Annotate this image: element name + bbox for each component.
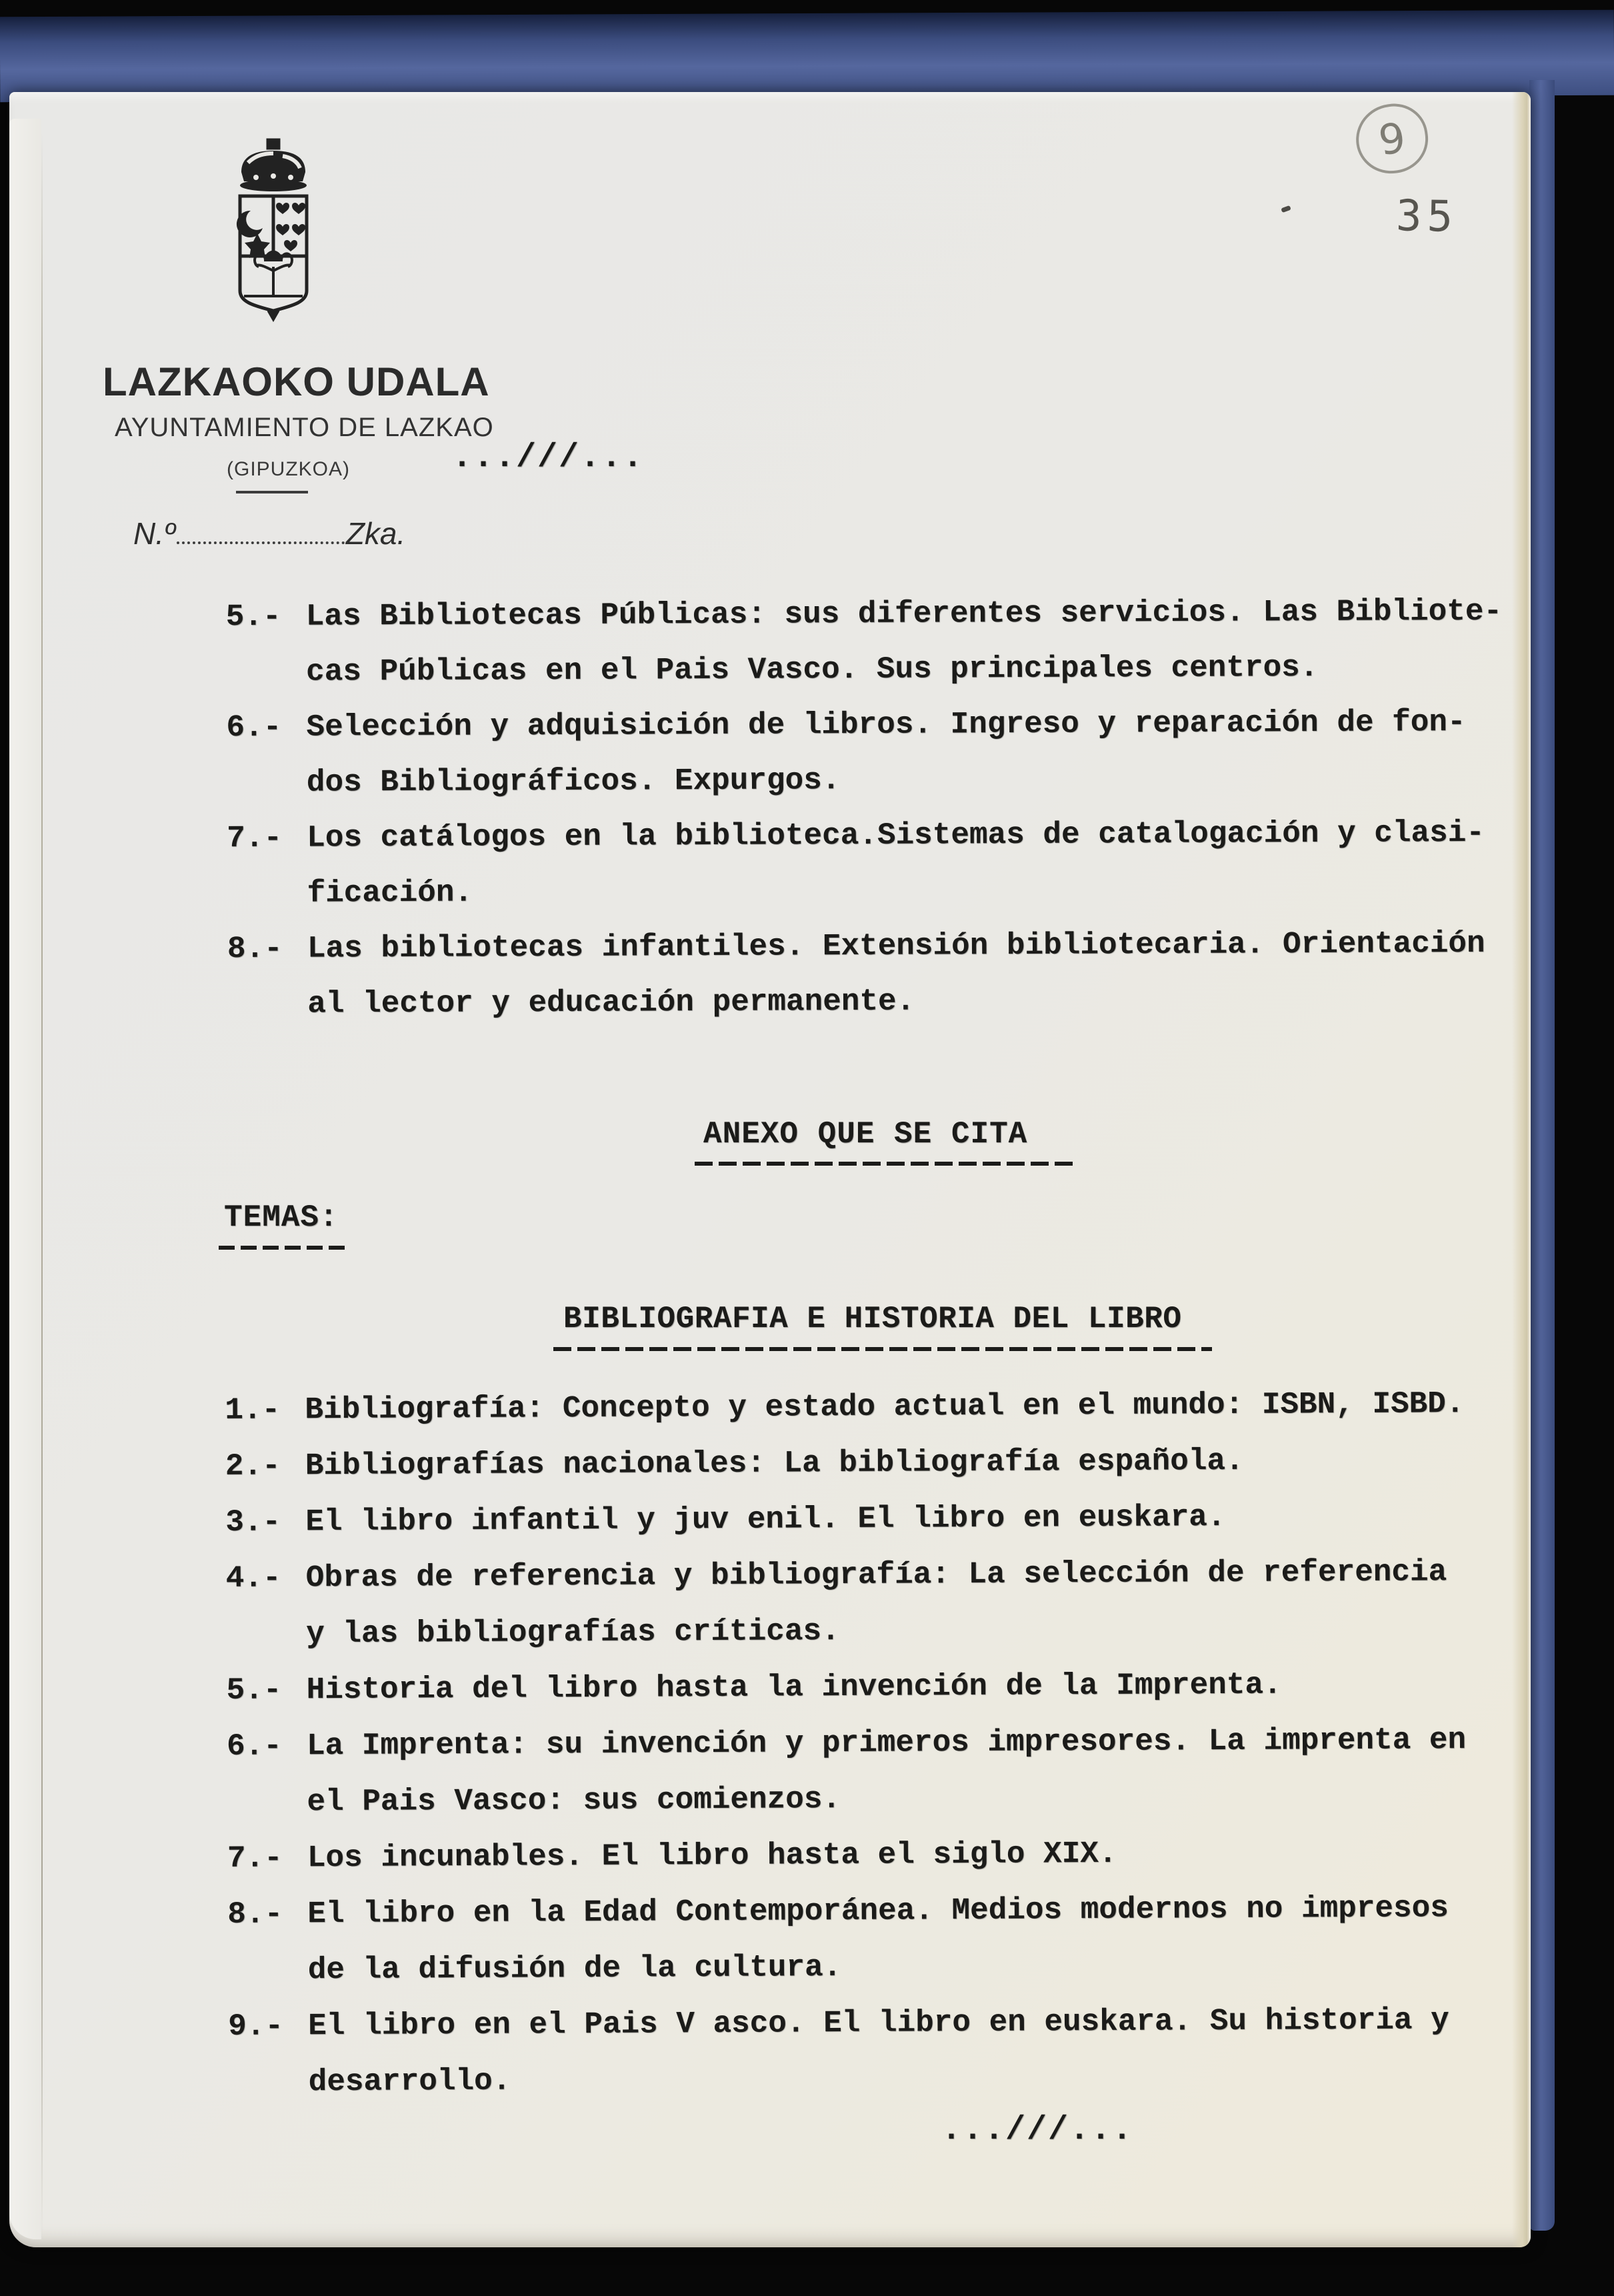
line-number: 3.- bbox=[225, 1504, 281, 1540]
typed-line bbox=[227, 861, 1503, 922]
line-number bbox=[227, 977, 307, 1033]
line-text: el Pais Vasco: sus comienzos. bbox=[307, 1782, 841, 1820]
line-text: Selección y adquisición de libros. Ingreso y reparación de fon- bbox=[306, 705, 1466, 745]
continuation-mark-bottom: ...///... bbox=[941, 2111, 1134, 2149]
line-number: 7.- bbox=[227, 820, 283, 856]
typed-line bbox=[228, 2048, 1468, 2111]
typed-line bbox=[227, 1768, 1467, 1831]
typed-line bbox=[228, 1936, 1468, 1999]
line-text: cas Públicas en el Pais Vasco. Sus principales centros. bbox=[305, 650, 1319, 690]
line-number: 8.- bbox=[227, 1897, 283, 1932]
line-text: Los catálogos en la biblioteca.Sistemas de catalogación y clasi- bbox=[307, 815, 1485, 856]
subject-heading: BIBLIOGRAFIA E HISTORIA DEL LIBRO bbox=[563, 1302, 1182, 1336]
continuation-mark-top: ...///... bbox=[452, 439, 645, 477]
number-label-right: Zka. bbox=[345, 516, 406, 551]
line-text: ficación. bbox=[307, 875, 473, 911]
line-number: 6.- bbox=[226, 710, 282, 746]
subject-heading-underline bbox=[553, 1347, 1212, 1351]
line-text: Historia del libro hasta la invención de la Imprenta. bbox=[306, 1667, 1282, 1708]
line-text: El libro en el Pais V asco. El libro en euskara. Su historia y bbox=[308, 2003, 1449, 2044]
line-text: Bibliografía: Concepto y estado actual en el mundo: ISBN, ISBD. bbox=[305, 1386, 1465, 1428]
line-number: 5.- bbox=[226, 1672, 282, 1708]
line-number: 6.- bbox=[226, 1729, 282, 1764]
page-stack-edge bbox=[1512, 92, 1531, 2247]
line-text: al lector y educación permanente. bbox=[307, 984, 915, 1022]
line-number: 7.- bbox=[227, 1841, 283, 1876]
org-region: (GIPUZKOA) bbox=[227, 458, 351, 480]
typed-line bbox=[228, 1992, 1468, 2055]
line-number bbox=[226, 1606, 306, 1662]
line-text: Obras de referencia y bibliografía: La selección de referencia bbox=[305, 1554, 1447, 1596]
document-number-line bbox=[133, 515, 405, 551]
region-underline bbox=[236, 491, 308, 493]
page-number: 35 bbox=[1395, 191, 1459, 242]
typed-line bbox=[225, 1488, 1465, 1550]
line-text: Bibliografías nacionales: La bibliografía española. bbox=[305, 1443, 1244, 1484]
typed-line bbox=[226, 1656, 1466, 1718]
typed-line bbox=[227, 1824, 1467, 1887]
line-number bbox=[228, 1942, 308, 1999]
services-list bbox=[226, 584, 1504, 1032]
pencil-speck bbox=[1281, 205, 1291, 213]
circled-page-annotation bbox=[1351, 99, 1432, 178]
line-text: de la difusión de la cultura. bbox=[307, 1950, 842, 1988]
line-number: 2.- bbox=[225, 1448, 281, 1484]
temas-label-underline bbox=[219, 1246, 351, 1250]
typed-line bbox=[227, 1880, 1467, 1943]
typed-line bbox=[225, 1432, 1465, 1494]
line-number bbox=[228, 2054, 308, 2111]
typed-line bbox=[225, 1376, 1465, 1438]
book-cover-right-edge bbox=[1529, 80, 1555, 2231]
typed-line bbox=[227, 972, 1504, 1032]
org-name-spanish: AYUNTAMIENTO DE LAZKAO bbox=[115, 413, 494, 442]
annex-heading-underline bbox=[695, 1162, 1073, 1166]
page-crease-line bbox=[41, 132, 43, 2239]
number-label-left: N.º bbox=[133, 516, 175, 551]
annex-heading: ANEXO QUE SE CITA bbox=[703, 1117, 1028, 1152]
typed-line bbox=[226, 1600, 1466, 1662]
document-page bbox=[9, 92, 1531, 2247]
typed-line bbox=[225, 1544, 1465, 1606]
line-text: Los incunables. El libro hasta el siglo XIX. bbox=[307, 1836, 1117, 1876]
line-number bbox=[227, 756, 307, 812]
typed-line bbox=[226, 640, 1503, 700]
line-text: y las bibliografías críticas. bbox=[305, 1614, 840, 1652]
line-number: 8.- bbox=[227, 931, 283, 967]
typed-line bbox=[227, 750, 1503, 811]
circled-number: 9 bbox=[1375, 113, 1409, 165]
temas-list bbox=[225, 1376, 1468, 2111]
line-text: Las bibliotecas infantiles. Extensión bibliotecaria. Orientación bbox=[307, 926, 1485, 966]
org-name-basque: LAZKAOKO UDALA bbox=[103, 359, 490, 404]
typed-line bbox=[226, 584, 1503, 645]
line-number bbox=[227, 866, 307, 922]
page-left-margin bbox=[9, 119, 41, 2239]
line-text: El libro en la Edad Contemporánea. Medios modernos no impresos bbox=[307, 1891, 1449, 1932]
line-text: La Imprenta: su invención y primeros impresores. La imprenta en bbox=[306, 1723, 1467, 1764]
line-number bbox=[226, 645, 306, 701]
coat-of-arms-icon bbox=[221, 133, 325, 331]
line-number: 5.- bbox=[225, 599, 281, 635]
book-cover-top-edge bbox=[0, 10, 1614, 103]
line-text: El libro infantil y juv enil. El libro en euskara. bbox=[305, 1500, 1226, 1540]
number-blank-leader bbox=[177, 517, 345, 544]
temas-label: TEMAS: bbox=[224, 1200, 339, 1235]
line-number: 4.- bbox=[225, 1560, 281, 1596]
line-text: Las Bibliotecas Públicas: sus diferentes servicios. Las Bibliote- bbox=[305, 594, 1503, 634]
line-number: 1.- bbox=[225, 1392, 281, 1428]
line-number: 9.- bbox=[228, 2009, 284, 2044]
typed-line bbox=[227, 1712, 1467, 1775]
line-text: dos Bibliográficos. Expurgos. bbox=[306, 763, 841, 800]
line-number bbox=[227, 1774, 307, 1831]
typed-line bbox=[227, 916, 1504, 977]
typed-line bbox=[227, 806, 1503, 866]
line-text: desarrollo. bbox=[308, 2063, 511, 2100]
typed-line bbox=[226, 695, 1503, 756]
